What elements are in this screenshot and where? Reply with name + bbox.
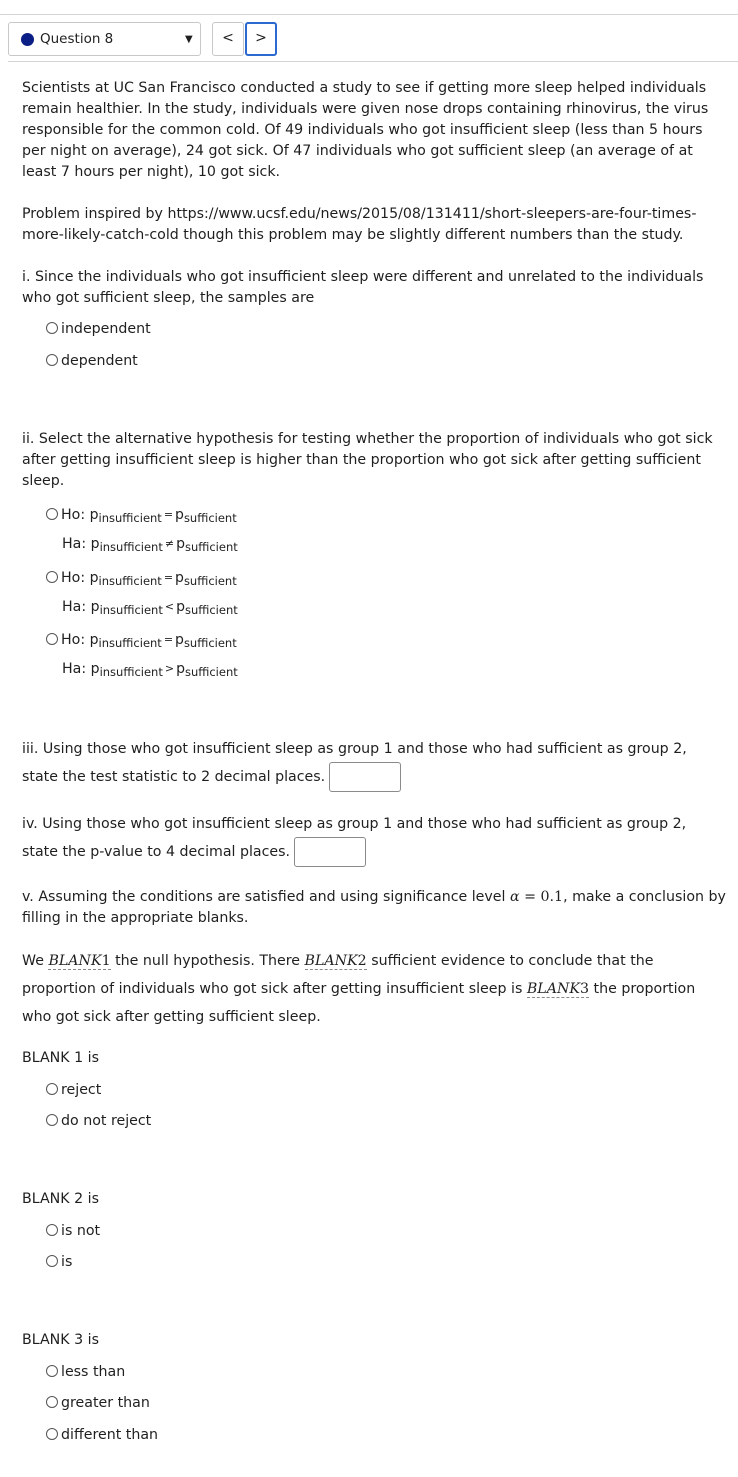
radio-icon[interactable]	[46, 1083, 58, 1095]
blank3-marker: BLANK3	[526, 981, 590, 997]
blank1-marker: BLANK1	[48, 953, 111, 969]
p-value-input[interactable]	[294, 837, 366, 867]
radio-icon[interactable]	[46, 1428, 58, 1440]
part2-option-less-than[interactable]: Ho: $p_{insufficient} = p_{sufficient}$ Ha: $p_{insufficient} < p_{sufficient}$	[46, 565, 238, 623]
blank2-option-is[interactable]: is	[46, 1252, 72, 1272]
part1-prompt: i. Since the individuals who got insufficient sleep were different and unrelated to the individuals who got sufficient sleep, the samples are	[22, 269, 704, 306]
top-divider	[0, 14, 738, 15]
part2-prompt: ii. Select the alternative hypothesis for testing whether the proportion of individuals who got sick after getting insufficient sleep is higher than the proportion who got sick after getting sufficient sleep.	[22, 431, 713, 489]
blank3-option-different-than[interactable]: different than	[46, 1425, 158, 1445]
part4-prompt: iv. Using those who got insufficient sleep as group 1 and those who had sufficient as group 2, state the p-value to 4 decimal places.	[22, 811, 726, 867]
radio-icon[interactable]	[46, 322, 58, 334]
blank1-label: BLANK 1 is	[22, 1050, 99, 1066]
test-statistic-input[interactable]	[329, 762, 401, 792]
radio-icon[interactable]	[46, 508, 58, 520]
blank2-label: BLANK 2 is	[22, 1191, 99, 1207]
blank3-label: BLANK 3 is	[22, 1332, 99, 1348]
part2-option-greater-than[interactable]: Ho: $p_{insufficient} = p_{sufficient}$ Ha: $p_{insufficient} > p_{sufficient}$	[46, 627, 238, 685]
blank3-option-greater-than[interactable]: greater than	[46, 1393, 150, 1413]
part3-prompt: iii. Using those who got insufficient sleep as group 1 and those who had sufficient as group 2, state the test statistic to 2 decimal places.	[22, 736, 726, 792]
radio-icon[interactable]	[46, 1365, 58, 1377]
radio-icon[interactable]	[46, 1114, 58, 1126]
caret-down-icon: ▼	[185, 34, 193, 45]
header-divider	[8, 61, 738, 62]
radio-icon[interactable]	[46, 1255, 58, 1267]
blank1-option-do-not-reject[interactable]: do not reject	[46, 1111, 151, 1131]
conclusion-sentence: We BLANK1 the null hypothesis. There BLANK2 sufficient evidence to conclude that the proportion of individuals who got sick after getting insufficient sleep is BLANK3 the proportion who got sick after getting sufficient sleep.	[22, 953, 696, 1025]
blank3-option-less-than[interactable]: less than	[46, 1362, 125, 1382]
part5-prompt: v. Assuming the conditions are satisfied and using significance level α = 0.1, make a conclusion by filling in the appropriate blanks.	[22, 889, 726, 926]
question-select-label: Question 8	[40, 31, 114, 47]
part1-option-dependent[interactable]: dependent	[46, 351, 138, 371]
intro-text: Scientists at UC San Francisco conducted a study to see if getting more sleep helped individuals remain healthier. In the study, individuals were given nose drops containing rhinovirus, the virus responsible for the common cold. Of 49 individuals who got insufficient sleep (less than 5 hours per night on average), 24 got sick. Of 47 individuals who got sufficient sleep (an average of at least 7 hours per night), 10 got sick.	[22, 80, 709, 180]
previous-question-button[interactable]: <	[212, 22, 244, 56]
next-question-button[interactable]: >	[245, 22, 277, 56]
radio-icon[interactable]	[46, 354, 58, 366]
radio-icon[interactable]	[46, 571, 58, 583]
status-dot-icon	[21, 33, 34, 46]
blank2-marker: BLANK2	[304, 953, 367, 969]
blank2-option-is-not[interactable]: is not	[46, 1221, 100, 1241]
source-text: Problem inspired by https://www.ucsf.edu/news/2015/08/131411/short-sleepers-are-four-times-more-likely-catch-cold though this problem may be slightly different numbers than the study.	[22, 206, 697, 243]
radio-icon[interactable]	[46, 1396, 58, 1408]
part1-option-independent[interactable]: independent	[46, 319, 151, 339]
radio-icon[interactable]	[46, 633, 58, 645]
radio-icon[interactable]	[46, 1224, 58, 1236]
part2-option-not-equal[interactable]: Ho: $p_{insufficient} = p_{sufficient}$ Ha: $p_{insufficient} \ne p_{sufficient}$	[46, 502, 238, 560]
blank1-option-reject[interactable]: reject	[46, 1080, 101, 1100]
question-select[interactable]	[8, 22, 201, 56]
